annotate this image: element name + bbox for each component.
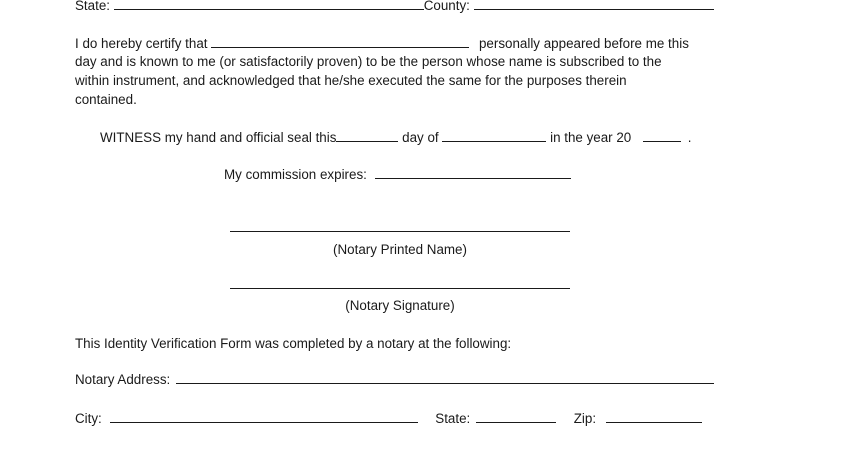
witness-day-field[interactable] xyxy=(336,128,398,142)
witness-period: . xyxy=(687,130,692,145)
commission-row xyxy=(224,165,571,184)
commission-expires-field[interactable] xyxy=(375,165,571,179)
certified-person-field[interactable] xyxy=(211,34,469,48)
notary-printed-name-field[interactable] xyxy=(230,230,570,232)
city-state-zip-row xyxy=(75,409,702,428)
certify-prefix: I do hereby certify that xyxy=(75,36,208,51)
certify-line-3: within instrument, and acknowledged that he/she executed the same for the purposes therein xyxy=(75,73,627,88)
state2-field[interactable] xyxy=(476,409,556,423)
witness-prefix: WITNESS my hand and official seal this xyxy=(100,130,337,145)
certify-line-1 xyxy=(75,34,689,53)
certify-line-2: day and is known to me (or satisfactorily proven) to be the person whose name is subscribed to the xyxy=(75,54,662,69)
witness-year-label: in the year 20 xyxy=(550,130,632,145)
witness-year-field[interactable] xyxy=(643,128,681,142)
notary-signature-label: (Notary Signature) xyxy=(345,298,455,313)
county-field[interactable] xyxy=(474,0,714,10)
commission-label: My commission expires: xyxy=(224,167,367,182)
witness-day-label: day of xyxy=(402,130,439,145)
state-county-row xyxy=(75,0,714,15)
state-field[interactable] xyxy=(114,0,424,10)
zip-label: Zip: xyxy=(573,411,597,426)
zip-field[interactable] xyxy=(606,409,702,423)
certify-suffix: personally appeared before me this xyxy=(478,36,689,51)
city-field[interactable] xyxy=(110,409,418,423)
address-row xyxy=(75,370,714,389)
certify-line-4: contained. xyxy=(75,92,137,107)
notary-address-field[interactable] xyxy=(176,370,714,384)
address-label: Notary Address: xyxy=(75,372,171,387)
state2-label: State: xyxy=(435,411,471,426)
witness-row xyxy=(100,128,691,147)
completion-statement: This Identity Verification Form was completed by a notary at the following: xyxy=(75,336,512,351)
witness-month-field[interactable] xyxy=(442,128,546,142)
county-label: County: xyxy=(423,0,470,13)
city-label: City: xyxy=(75,411,102,426)
state-label: State: xyxy=(75,0,110,13)
notary-printed-name-label: (Notary Printed Name) xyxy=(333,242,467,257)
notary-signature-field[interactable] xyxy=(230,287,570,289)
